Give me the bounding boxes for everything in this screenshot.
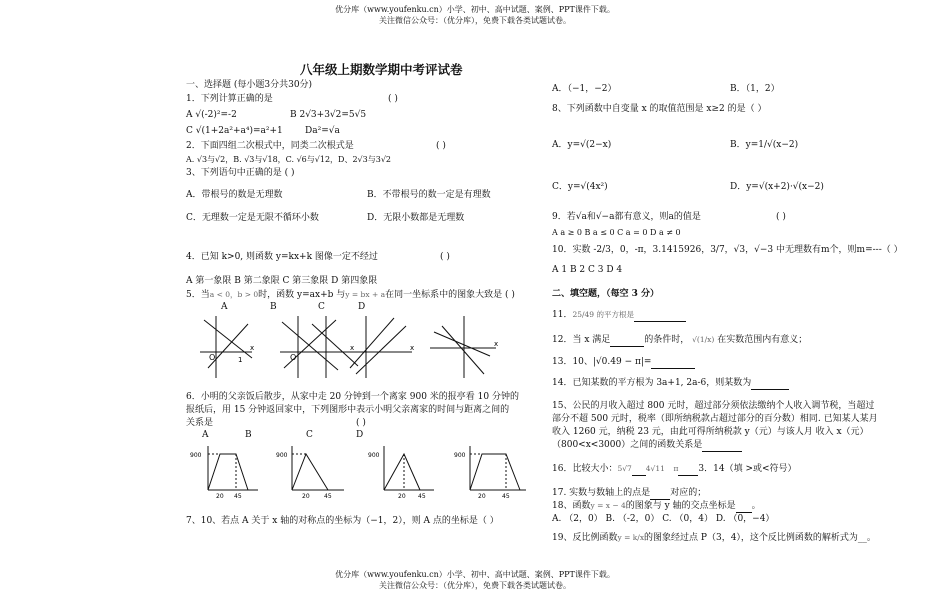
q5-graph-a <box>200 316 255 378</box>
graph-c-x-label: x <box>350 344 355 352</box>
q6d-polyline <box>470 454 520 490</box>
q8-text: 8、下列函数中自变量 x 的取值范围是 x≥2 的是（ ） <box>552 104 767 114</box>
q7-option-b: B．（1，2） <box>730 84 780 94</box>
q6c-polyline <box>384 454 420 490</box>
q16-blank-2[interactable] <box>678 464 698 476</box>
q6-line-3: 关系是 <box>186 418 214 428</box>
q15-line-2: 部分不超 500 元时，税率（即所纳税款占超过部分的百分数）相同. 已知某人某月 <box>552 414 878 424</box>
q6-graph-d <box>470 446 526 490</box>
q16-value-3: π <box>673 464 679 473</box>
q13-expression: 13．10、|√0.49 − π|= <box>552 357 652 367</box>
q3-option-c: C．无理数一定是无限不循环小数 <box>186 213 319 223</box>
q11-answer-blank[interactable] <box>634 310 686 322</box>
q7-text: 7、10、若点 A 关于 x 轴的对称点的坐标为（−1，2），则 A 点的坐标是（ ） <box>186 516 499 526</box>
header-line-2: 关注微信公众号：（优分库），免费下载各类试题试卷。 <box>379 16 571 25</box>
q18-text: 18、函数y = x − 4的图象与 y 轴的交点坐标是 。 <box>552 501 761 511</box>
q14-text <box>552 378 789 390</box>
q5-condition: a < 0，b > 0 <box>209 290 259 299</box>
q1-option-b: B 2√3+3√2=5√5 <box>290 110 367 120</box>
q6-label-b: B <box>245 430 252 440</box>
q18-lead: 18、函数 <box>552 501 591 511</box>
q6c-x45: 45 <box>418 493 426 500</box>
q8-option-c: C．y=√(4x²) <box>552 182 608 192</box>
q17-tail: 对应的； <box>670 488 707 498</box>
q6-label-d: D <box>356 430 364 440</box>
q14-question: 14．已知某数的平方根为 3a+1, 2a-6，则某数为 <box>552 378 752 388</box>
q5-graph-b <box>280 316 340 378</box>
q19-text <box>552 532 876 544</box>
q13-answer-blank[interactable] <box>651 357 695 369</box>
q16-blank-1[interactable] <box>632 464 646 476</box>
q8-option-d: D．y=√(x+2)·√(x−2) <box>730 182 824 192</box>
q12-radical: √(1/x) <box>692 335 715 344</box>
q6c-y900: 900 <box>368 452 380 459</box>
q6-label-a: A <box>202 430 209 440</box>
q9-paren: ( ) <box>776 212 786 222</box>
q15-line-4 <box>552 440 742 452</box>
q6-line-1: 6．小明的父亲饭后散步，从家中走 20 分钟到一个离家 900 米的报亭看 10 分钟的 <box>186 392 519 402</box>
q12-text <box>552 334 807 347</box>
q5-graph-e <box>430 316 499 378</box>
q18-function: y = x − 4 <box>590 501 626 510</box>
graph-a-x-label: x <box>250 344 255 352</box>
q10-options: A 1 B 2 C 3 D 4 <box>552 265 623 275</box>
q16-lead: 16．比较大小： <box>552 464 618 474</box>
q5-label-c: C <box>318 302 325 312</box>
q12-mid: 的条件时， <box>644 335 690 345</box>
q14-answer-blank[interactable] <box>751 378 789 390</box>
footer-line-1: 优分库（www.youfenku.cn）小学、初中、高中试题、案例、PPT课件下载。 <box>335 570 615 579</box>
header-line-1: 优分库（www.youfenku.cn）小学、初中、高中试题、案例、PPT课件下载。 <box>335 5 615 14</box>
q16-text <box>552 463 797 476</box>
q2-text: 2．下面四组二次根式中，同类二次根式是 <box>186 141 354 151</box>
q6a-x45: 45 <box>234 493 242 500</box>
q5-graphs <box>190 310 505 385</box>
q6b-y900: 900 <box>276 452 288 459</box>
q17-answer-blank[interactable] <box>650 488 670 500</box>
graph-d-line-1 <box>350 318 394 368</box>
q15-line-1: 15、公民的月收入超过 800 元时，超过部分须依法缴纳个人收入调节税，当超过 <box>552 401 875 411</box>
q16-value-2: 4√11 <box>645 464 665 473</box>
q15-relation: （800<x<3000）之间的函数关系是 <box>552 440 703 450</box>
q5-label-b: B <box>270 302 277 312</box>
q5-function: y = bx + a <box>345 290 386 299</box>
q1-option-d: Da²=√a <box>305 126 340 136</box>
q18-options: A. （2，0） B. （-2，0） C. （0，4） D. （0，−4） <box>552 514 775 524</box>
q17-lead: 17. 实数与数轴上的点是 <box>552 488 651 498</box>
q16-tail: 3．14（填 >或<符号） <box>698 464 797 474</box>
q5-text <box>186 289 515 301</box>
graph-a-one: 1 <box>238 356 243 364</box>
q11-lead: 11． <box>552 310 573 320</box>
q6a-x20: 20 <box>216 493 224 500</box>
q5-lead: 5．当 <box>186 290 210 300</box>
q1-paren: ( ) <box>388 94 398 104</box>
q5-graph-d <box>348 316 415 378</box>
q6a-polyline <box>208 454 248 490</box>
q5-label-d: D <box>358 302 366 312</box>
q8-option-a: A．y=√(2−x) <box>552 140 612 150</box>
graph-a-origin: O <box>209 353 216 362</box>
q12-answer-blank[interactable] <box>610 335 644 347</box>
q5-label-a: A <box>221 302 228 312</box>
q6c-x20: 20 <box>398 493 406 500</box>
graph-b-origin: O <box>290 353 297 362</box>
q10-text: 10．实数 -2/3，0，-π，3.1415926，3/7，√3，√−3 中无理数有m个，则m=---（ ） <box>552 245 903 255</box>
graph-d-x-label: x <box>410 344 415 352</box>
q18-answer-blank[interactable] <box>736 501 752 513</box>
q11-text <box>552 309 686 322</box>
q2-paren: ( ) <box>436 141 446 151</box>
q6-paren: ( ) <box>356 418 366 428</box>
q3-option-b: B．不带根号的数一定是有理数 <box>367 190 491 200</box>
q6b-x45: 45 <box>324 493 332 500</box>
q6-graph-b <box>292 446 344 490</box>
q3-option-a: A．带根号的数是无理数 <box>186 190 283 200</box>
q1-option-c: C √(1+2a²+a⁴)=a²+1 <box>186 126 283 136</box>
q3-option-d: D．无限小数都是无理数 <box>367 213 465 223</box>
graph-e-line-1 <box>434 332 490 356</box>
graph-b-line-1 <box>282 322 338 370</box>
q6-graph-c <box>384 446 434 490</box>
q16-value-1: 5√7 <box>617 464 632 473</box>
q19-function: y = k/x <box>617 533 645 542</box>
graph-e-x-label: x <box>494 340 499 348</box>
q13-text <box>552 357 695 369</box>
q1-option-a: A √(-2)²=-2 <box>186 110 237 120</box>
q4-paren: ( ) <box>440 252 450 262</box>
q6-graphs <box>188 440 533 500</box>
q18-mid: 的图象与 y 轴的交点坐标是 <box>625 501 736 511</box>
q8-option-b: B．y=1/√(x−2) <box>730 140 799 150</box>
q6d-x20: 20 <box>478 493 486 500</box>
q6-graph-a <box>208 446 258 490</box>
q7-option-a: A．（−1，−2） <box>552 84 617 94</box>
q6-line-2: 报纸后，用 15 分钟返回家中，下列图形中表示小明父亲离家的时间与距离之间的 <box>186 405 510 415</box>
section-2-heading: 二、填空题，（每空 3 分） <box>552 289 660 299</box>
section-1-heading: 一、选择题 (每小题3分共30分) <box>186 80 313 90</box>
page-title: 八年级上期数学期中考评试卷 <box>300 62 463 77</box>
q5-tail: 在同一坐标系中的图象大致是 ( ) <box>385 290 515 300</box>
q19-lead: 19、反比例函数 <box>552 533 618 543</box>
q15-line-3: 收入 1260 元，纳税 23 元，由此可得所纳税款 y（元）与该人月 收入 x（元） <box>552 427 869 437</box>
q1-text: 1．下列计算正确的是 <box>186 94 273 104</box>
graph-e-line-2 <box>442 326 484 374</box>
q12-lead: 12．当 x 满足 <box>552 335 611 345</box>
q4-text: 4．已知 k>0, 则函数 y=kx+k 图像一定不经过 <box>186 252 378 262</box>
footer-line-2: 关注微信公众号：（优分库），免费下载各类试题试卷。 <box>379 581 571 590</box>
q6b-polyline <box>292 454 328 490</box>
q12-tail: 在实数范围内有意义； <box>717 335 808 345</box>
q9-text: 9．若√a和√−a都有意义，则a的值是 <box>552 212 701 222</box>
q17-text <box>552 488 706 500</box>
q19-tail: 的图象经过点 P（3，4），这个反比例函数的解析式为__。 <box>644 533 876 543</box>
q11-fraction: 25/49 的平方根是 <box>572 310 634 319</box>
q6a-y900: 900 <box>190 452 202 459</box>
q9-options: A a ≥ 0 B a ≤ 0 C a = 0 D a ≠ 0 <box>552 228 681 237</box>
q6d-x45: 45 <box>502 493 510 500</box>
q4-options: A 第一象限 B 第二象限 C 第三象限 D 第四象限 <box>186 276 378 286</box>
q3-text: 3、下列语句中正确的是 ( ) <box>186 168 295 178</box>
q15-answer-blank[interactable] <box>702 440 742 452</box>
q6d-y900: 900 <box>454 452 466 459</box>
q6-label-c: C <box>306 430 313 440</box>
q6b-x20: 20 <box>302 493 310 500</box>
q2-options: A. √3与√2，B. √3与√18，C. √6与√12，D、2√3与3√2 <box>186 155 392 164</box>
q5-mid: 时，函数 y=ax+b 与 <box>258 290 346 300</box>
